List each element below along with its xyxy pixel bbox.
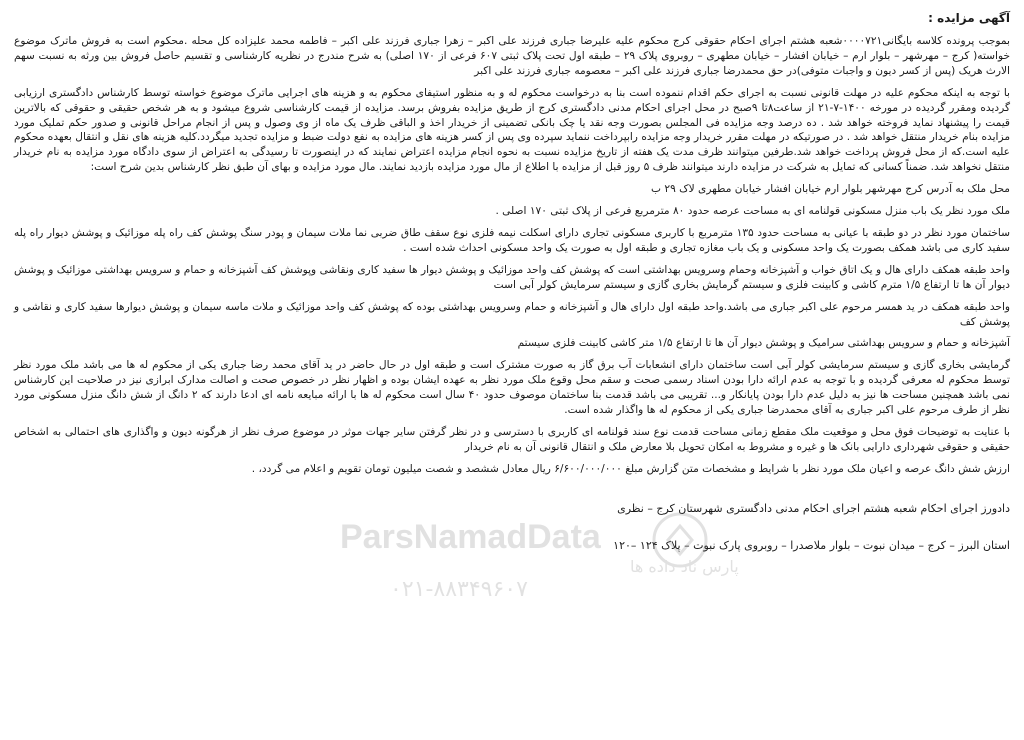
watermark-brand: ParsNamadData [340,518,601,556]
watermark-phone: ۰۲۱-۸۸۳۴۹۶۰۷ [390,577,528,602]
paragraph-property-land: ملک مورد نظر یک باب منزل مسکونی قولنامه ای به مساحت عرصه حدود ۸۰ مترمربع فرعی از پلاک ثبتی ۱۷۰ اصلی . [495,205,1010,218]
paragraph-kitchen-bath: آشپزخانه و حمام و سرویس بهداشتی سرامیک و پوشش دیوار آن ها تا ارتفاع ۱/۵ متر کاشی کابینت فلزی سیستم [517,337,1010,350]
paragraph-valuation-amount: ارزش شش دانگ عرصه و اعیان ملک مورد نظر با شرایط و مشخصات متن گزارش مبلغ ۶/۶۰۰/۰۰۰/۰۰۰ ریال معادل ششصد و شصت میلیون تومان تقویم و اعلام می گردد، . [251,462,1010,475]
signature-line: دادورز اجرای احکام شعبه هشتم اجرای احکام مدنی دادگستری شهرستان کرج – نظری [617,501,1010,515]
paragraph-ground-floor: واحد طبقه همکف دارای هال و یک اتاق خواب و آشپزخانه وحمام وسرویس بهداشتی است که پوشش کف واحد موزائیک و پوشش دیوار ها سفید کاری ونقاشی وپوشش کف آشپزخانه و حمام و سرویس بهداشتی موزائیک و پوشش دیوار آن ها تا ارتفاع ۱/۵ مترم کاشی و کابینت فلزی و سیستم گرمایش بخاری گازی و سیستم سرمایش کولر آبی است [14,263,1010,291]
paragraph-property-location: محل ملک به آدرس کرج مهرشهر بلوار ارم خیابان افشار خیابان مطهری لاک ۲۹ ب [651,183,1010,196]
watermark-brand-fa: پارس ناد داده ها [630,557,739,576]
paragraph-case-intro: بموجب پرونده کلاسه بایگانی۰۰۰۰۷۲۱شعبه هشتم اجرای احکام حقوقی کرج محکوم علیه علیرضا جباری فرزند علی اکبر – زهرا جباری فرزند علی اکبر – فاطمه محمد علیزاده کل محله .محکوم است به فروش ماترک موضوع خواسته( کرج – مهرشهر – بلوار ارم – خیابان افشار – خیابان مطهری – روبروی پلاک ۲۹ – طبقه اول تحت پلاک ثبتی ۶۰۷ فرعی از ۱۷۰ اصلی) به شرح مندرج در نظریه کارشناسی و تقسیم حاصل فروش بین ورثه به نسبت سهم الارث هریک (پس از کسر دیون و واجبات متوفی)در حق محمدرضا جباری فرزند علی اکبر – معصومه جباری فرزند علی اکبر [14,35,1010,77]
paragraph-valuation-basis: با عنایت به توضیحات فوق محل و موقعیت ملک مقطع زمانی مساحت قدمت نوع سند قولنامه ای کاربری با دسترسی و در نظر گرفتن سایر جهات موثر در موضوع صرف نظر از هرگونه دیون و واگذاری های احتمالی به اشخاص حقیقی و حقوقی شهرداری دارایی بانک ها و غیره و مشروط به امکان تحویل بلا معارض ملک و انتقال قانونی آن به نام خریدار [14,425,1010,453]
paragraph-utilities-ownership: گرمایشی بخاری گازی و سیستم سرمایشی کولر آبی است ساختمان دارای انشعابات آب برق گاز به صورت مشترک است و طبقه اول در حال حاضر در ید آقای محمد رضا جباری یکی از محکوم له ها می باشد ملک مورد نظر توسط محکوم له معرفی گردیده و با توجه به عدم ارائه دارا بودن اسناد رسمی صحت و سقم محل وقوع ملک مورد نظر به عهده ایشان بوده و اظهار نظر در خصوص صحت و اصالت مدارک ابرازی نیز در صلاحیت این کارشناس نمی باشد همچنین مساحت ها نیز به دلیل عدم دارا بودن پایانکار و... تقریبی می باشد قدمت بنا ساختمان موصوف حدود ۴۰ سال است محکوم له ها با ارائه مبایعه نامه ای ادعا دارند که ۲ دانگ از شش دانگ منزل مسکونی مورد نظر از طرف مرحوم علی اکبر جباری به آقای محمدرضا جباری یکی از محکوم له ها واگذار شده است. [14,359,1010,417]
paragraph-building-description: ساختمان مورد نظر در دو طبقه با عیانی به مساحت حدود ۱۳۵ مترمربع با کاربری مسکونی تجاری دارای اسکلت نیمه فلزی نوع سقف طاق ضربی نما ملات سیمان و پودر سنگ پوشش کف راه پله موزائیک و پوشش دیوار راه پله سفید کاری می باشد همکف بصورت یک واحد مسکونی و یک باب مغازه تجاری و طبقه اول به صورت یک واحد مسکونی احداث شده است . [14,226,1010,254]
paragraph-first-floor: واحد طبقه همکف در ید همسر مرحوم علی اکبر جباری می باشد.واحد طبقه اول دارای هال و آشپزخانه و حمام وسرویس بهداشتی بوده که پوشش کف واحد موزائیک و ملات ماسه سیمان و پوشش دیوارها سفید کاری و نقاشی و پوشش کف [14,300,1010,328]
notice-title: آگهی مزایده : [928,11,1010,25]
address-line: استان البرز – کرج – میدان نبوت – بلوار ملاصدرا – روبروی پارک نبوت – پلاک ۱۲۴ –۱۲۰ [613,538,1010,552]
paragraph-auction-terms: با توجه به اینکه محکوم علیه در مهلت قانونی نسبت به اجرای حکم اقدام ننموده است بنا به درخواست محکوم له و به منظور استیفای محکوم به و هزینه های اجرایی ماترک موضوع خواسته توسط کارشناس دادگستری ارزیابی گردیده ومقرر گردیده در مورخه ۱۴۰۰-۷-۲۱ از ساعت۸تا ۹صبح در محل اجرای احکام مدنی دادگستری کرج از طریق مزایده بفروش برسد. مزایده از قیمت کارشناسی شروع میشود و به هر شخص حقیقی و حقوقی که بالاترین قیمت را پیشنهاد نماید فروخته خواهد شد . ده درصد وجه مزایده فی المجلس بصورت وجه نقد یا چک بانکی تضمینی از خریدار اخذ و الباقی ظرف یک ماه از وی وصول و پس از انجام مراحل قانونی و صدور حکم تملیک مورد مزایده بنام خریدار منتقل خواهد شد . در صورتیکه در مهلت مقرر خریدار وجه مزایده رابپرداخت ننماید سپرده وی پس از کسر هزینه های مزایده به نفع دولت ضبط و مزایده تجدید میگردد.کلیه هزینه های نقل و انتقال بعهده محکوم علیه است.که از محل فروش پرداخت خواهد شد.طرفین میتوانند ظرف مدت یک هفته از تاریخ مزایده نسبت به نحوه انجام مزایده اعتراض نمایند که در اینصورت تا رسیدگی به اعتراض از سوی دادگاه مورد مزایده به نام خریدار منتقل نخواهد شد. ضمناً کسانی که تمایل به شرکت در مزایده دارند میتوانند ظرف ۵ روز قبل از مزایده با اطلاع از مال مورد مزایده بازدید نمایند. مال مورد مزایده و بهای آن طبق نظر کارشناس بدین شرح است: [14,86,1010,174]
